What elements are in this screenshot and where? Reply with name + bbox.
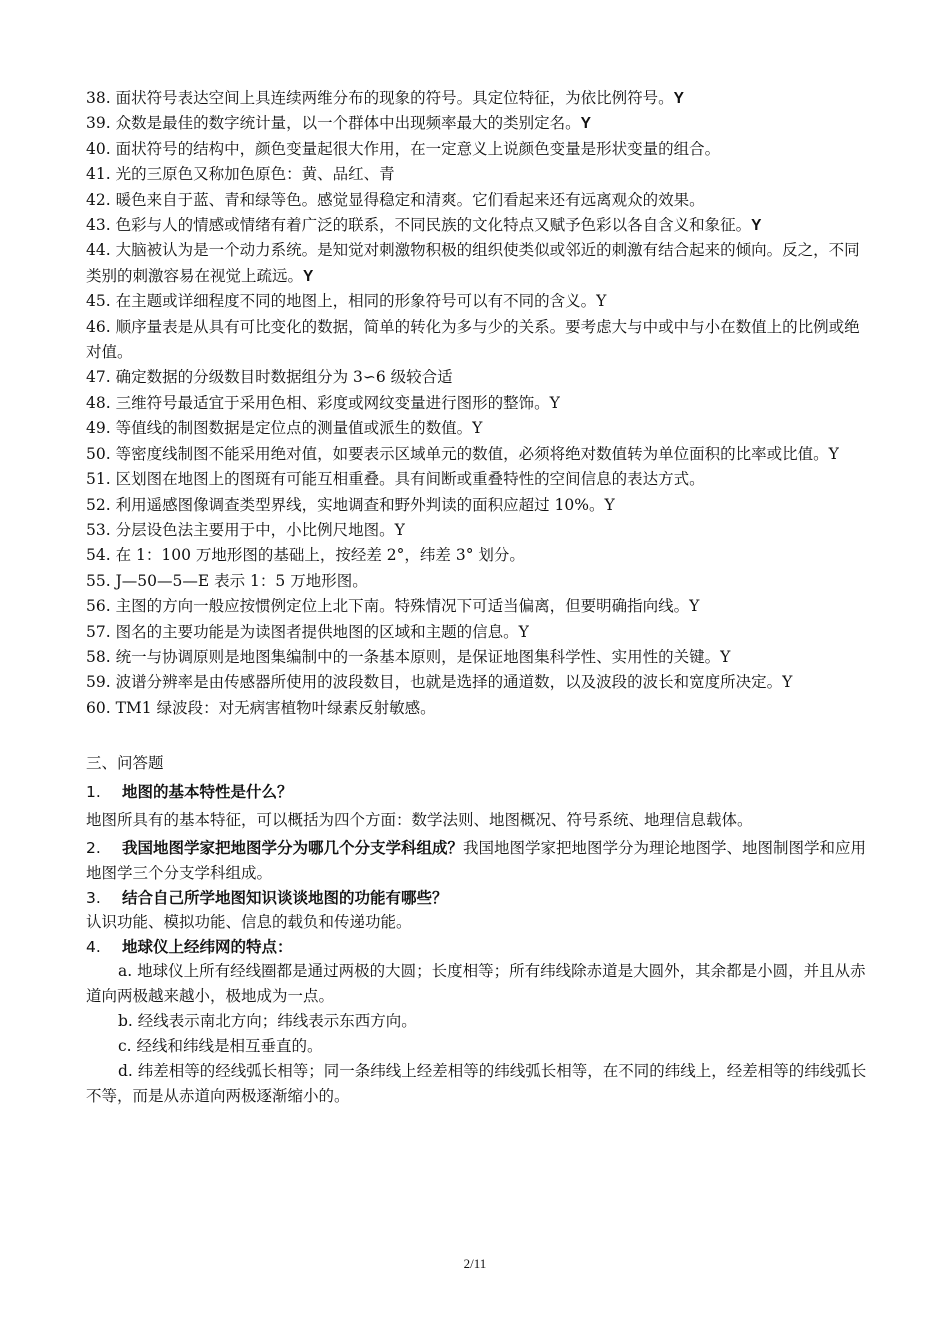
- statement-text: 51. 区划图在地图上的图斑有可能互相重叠。具有间断或重叠特性的空间信息的表达方式。: [86, 470, 705, 489]
- statement-item: [86, 289, 872, 314]
- statement-text: 38. 面状符号表达空间上具连续两维分布的现象的符号。具定位特征，为依比例符号。: [86, 89, 674, 107]
- question-1: [86, 780, 872, 804]
- statement-item: [86, 442, 872, 467]
- statement-item: [86, 518, 872, 543]
- answer-mark: Y: [689, 597, 700, 616]
- statement-item: [86, 696, 872, 721]
- question-title: 地球仪上经纬网的特点：: [122, 938, 293, 957]
- answer-mark: Y: [549, 393, 560, 412]
- answer-mark: Y: [303, 267, 314, 285]
- statement-item: [86, 645, 872, 670]
- statement-item: [86, 86, 872, 111]
- statement-item: [86, 569, 872, 594]
- statement-item: [86, 467, 872, 492]
- answer-mark: Y: [782, 673, 793, 692]
- question-number: 4.: [86, 938, 101, 957]
- statement-item: [86, 188, 872, 213]
- statement-text: 58. 统一与协调原则是地图集编制中的一条基本原则，是保证地图集科学性、实用性的关键。: [86, 647, 721, 666]
- answer-mark: Y: [828, 444, 839, 463]
- question-number: 1.: [86, 783, 101, 802]
- statement-item: [86, 238, 872, 289]
- section-title: 三、问答题: [86, 754, 164, 773]
- statement-text: 43. 色彩与人的情感或情绪有着广泛的联系，不同民族的文化特点又赋予色彩以各自含义和象征。: [86, 216, 752, 235]
- statement-text: 60. TM1 绿波段：对无病害植物叶绿素反射敏感。: [86, 698, 436, 717]
- statement-item: [86, 111, 872, 136]
- answer-3: 认识功能、模拟功能、信息的载负和传递功能。: [86, 913, 412, 932]
- statement-item: [86, 315, 872, 366]
- document-page: [86, 86, 872, 1109]
- answer-1: 地图所具有的基本特征，可以概括为四个方面：数学法则、地图概况、符号系统、地理信息载体。: [86, 811, 753, 830]
- statement-text: 57. 图名的主要功能是为读图者提供地图的区域和主题的信息。: [86, 622, 519, 641]
- statement-text: 48. 三维符号最适宜于采用色相、彩度或网纹变量进行图形的整饰。: [86, 393, 550, 412]
- statement-item: [86, 391, 872, 416]
- statement-item: [86, 416, 872, 441]
- question-2: [86, 836, 872, 886]
- statement-item: [86, 213, 872, 238]
- statement-item: [86, 493, 872, 518]
- answer-4-point-b: b. 经线表示南北方向；纬线表示东西方向。: [118, 1012, 417, 1031]
- statement-item: [86, 365, 872, 390]
- answer-4-point-a: a. 地球仪上所有经线圈都是通过两极的大圆；长度相等；所有纬线除赤道是大圆外，其余都是小圆，并且从赤道向两极越来越小，极地成为一点。: [86, 962, 866, 1006]
- true-false-list: [86, 86, 872, 721]
- page-number: 2/11: [463, 1256, 487, 1271]
- statement-text: 46. 顺序量表是从具有可比变化的数据，简单的转化为多与少的关系。要考虑大与中或中与小在数值上的比例或绝对值。: [86, 317, 860, 362]
- question-title: 地图的基本特性是什么？: [122, 783, 293, 802]
- statement-text: 54. 在 1：100 万地形图的基础上，按经差 2°，纬差 3° 划分。: [86, 546, 525, 565]
- statement-text: 42. 暖色来自于蓝、青和绿等色。感觉显得稳定和清爽。它们看起来还有远离观众的效果。: [86, 190, 705, 209]
- answer-4-point-c: c. 经线和纬线是相互垂直的。: [118, 1037, 323, 1056]
- statement-text: 40. 面状符号的结构中，颜色变量起很大作用，在一定意义上说颜色变量是形状变量的组合。: [86, 139, 721, 158]
- statement-item: [86, 162, 872, 187]
- question-3: [86, 886, 872, 910]
- statement-item: [86, 137, 872, 162]
- answer-mark: Y: [580, 115, 591, 133]
- statement-item: [86, 670, 872, 695]
- statement-text: 56. 主图的方向一般应按惯例定位上北下南。特殊情况下可适当偏离，但要明确指向线。: [86, 597, 690, 616]
- statement-text: 53. 分层设色法主要用于中，小比例尺地图。: [86, 520, 395, 539]
- answer-mark: Y: [604, 495, 615, 514]
- question-number: 3.: [86, 889, 101, 908]
- answer-mark: Y: [720, 647, 731, 666]
- statement-text: 47. 确定数据的分级数目时数据组分为 3∽6 级较合适: [86, 368, 453, 387]
- answer-2: 我国地图学家把地图学分为理论地图学、地图制图学和应用地图学三个分支学科组成。: [86, 839, 867, 883]
- statement-text: 44. 大脑被认为是一个动力系统。是知觉对刺激物积极的组织使类似或邻近的刺激有结合起来的倾向。反之，不同类别的刺激容易在视觉上疏远。: [86, 241, 860, 285]
- statement-text: 55. J—50—5—E 表示 1：5 万地形图。: [86, 571, 368, 590]
- answer-mark: Y: [596, 292, 607, 311]
- statement-text: 52. 利用遥感图像调查类型界线，实地调查和野外判读的面积应超过 10%。: [86, 495, 605, 514]
- question-title: 我国地图学家把地图学分为哪几个分支学科组成？: [122, 839, 464, 858]
- answer-mark: Y: [751, 217, 762, 235]
- question-number: 2.: [86, 839, 101, 858]
- statement-text: 50. 等密度线制图不能采用绝对值，如要表示区域单元的数值，必须将绝对数值转为单位面积的比率或比值。: [86, 444, 829, 463]
- statement-text: 45. 在主题或详细程度不同的地图上，相同的形象符号可以有不同的含义。: [86, 292, 597, 311]
- statement-item: [86, 543, 872, 568]
- answer-4-point-d: d. 纬差相等的经线弧长相等；同一条纬线上经差相等的纬线弧长相等，在不同的纬线上，经差相等的纬线弧长不等，而是从赤道向两极逐渐缩小的。: [86, 1062, 867, 1106]
- statement-item: [86, 594, 872, 619]
- answer-mark: Y: [673, 90, 684, 107]
- question-title: 结合自己所学地图知识谈谈地图的功能有哪些？: [122, 889, 448, 908]
- question-4: [86, 935, 872, 959]
- statement-text: 39. 众数是最佳的数字统计量，以一个群体中出现频率最大的类别定名。: [86, 114, 581, 133]
- statement-text: 49. 等值线的制图数据是定位点的测量值或派生的数值。: [86, 419, 473, 438]
- answer-mark: Y: [394, 520, 405, 539]
- statement-item: [86, 620, 872, 645]
- statement-text: 59. 波谱分辨率是由传感器所使用的波段数目，也就是选择的通道数，以及波段的波长和宽度所决定。: [86, 673, 783, 692]
- statement-text: 41. 光的三原色又称加色原色：黄、品红、青: [86, 165, 395, 184]
- answer-mark: Y: [518, 622, 529, 641]
- answer-mark: Y: [472, 419, 483, 438]
